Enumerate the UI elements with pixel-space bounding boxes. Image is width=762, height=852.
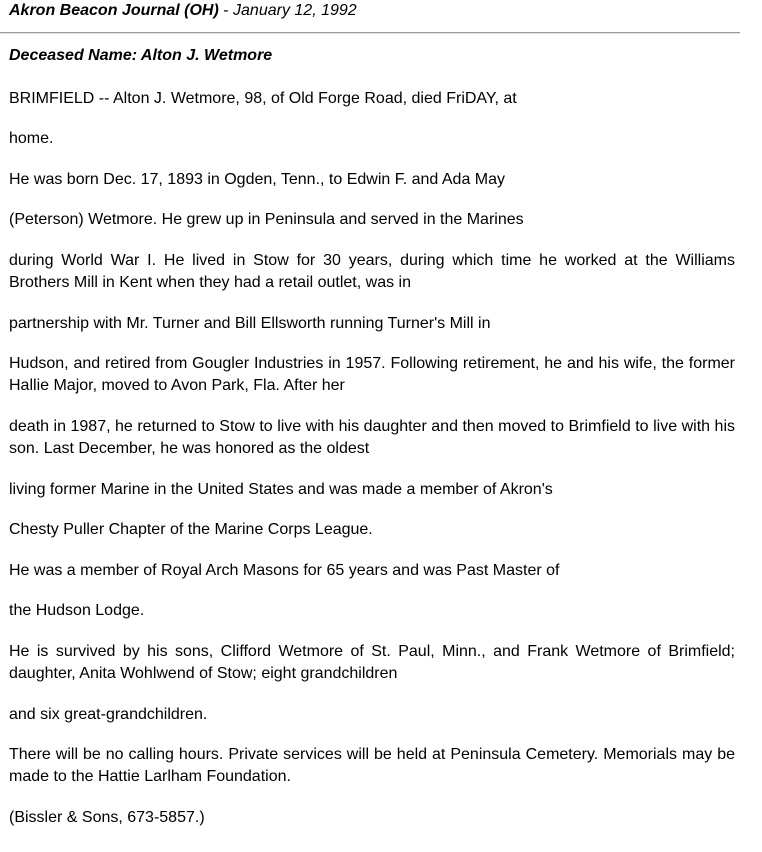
header-divider [0, 32, 740, 34]
obituary-paragraph: (Bissler & Sons, 673-5857.) [9, 809, 205, 826]
publication-date: January 12, 1992 [233, 2, 357, 19]
obituary-paragraph: partnership with Mr. Turner and Bill Ellsworth running Turner's Mill in [9, 315, 491, 332]
obituary-paragraph: (Peterson) Wetmore. He grew up in Peninsula and served in the Marines [9, 211, 524, 228]
obituary-paragraph: BRIMFIELD -- Alton J. Wetmore, 98, of Old Forge Road, died FriDAY, at [9, 90, 517, 107]
header-separator: - [218, 2, 234, 19]
obituary-paragraph: living former Marine in the United States and was made a member of Akron's [9, 481, 553, 498]
article-header [9, 1, 357, 21]
obituary-paragraph: and six great-grandchildren. [9, 706, 208, 723]
obituary-paragraph: Hudson, and retired from Gougler Industries in 1957. Following retirement, he and his wife, the former Hallie Major, moved to Avon Park, Fla. After her [9, 355, 735, 394]
obituary-paragraph: There will be no calling hours. Private services will be held at Peninsula Cemetery. Memorials may be made to the Hattie Larlham Foundation. [9, 746, 735, 785]
obituary-paragraph: He was a member of Royal Arch Masons for 65 years and was Past Master of [9, 562, 560, 579]
obituary-paragraph: death in 1987, he returned to Stow to live with his daughter and then moved to Brimfield to live with his son. Last December, he was honored as the oldest [9, 418, 735, 457]
obituary-paragraph: He is survived by his sons, Clifford Wetmore of St. Paul, Minn., and Frank Wetmore of Brimfield; daughter, Anita Wohlwend of Stow; eight grandchildren [9, 643, 735, 682]
obituary-paragraph: Chesty Puller Chapter of the Marine Corps League. [9, 521, 373, 538]
deceased-name-heading: Deceased Name: Alton J. Wetmore [9, 47, 273, 64]
obituary-paragraph: during World War I. He lived in Stow for 30 years, during which time he worked at the Williams Brothers Mill in Kent when they had a retail outlet, was in [9, 252, 735, 291]
obituary-paragraph: home. [9, 130, 54, 147]
obituary-paragraph: the Hudson Lodge. [9, 602, 145, 619]
obituary-paragraph: He was born Dec. 17, 1893 in Ogden, Tenn., to Edwin F. and Ada May [9, 171, 506, 188]
publication-name: Akron Beacon Journal (OH) [9, 2, 219, 19]
